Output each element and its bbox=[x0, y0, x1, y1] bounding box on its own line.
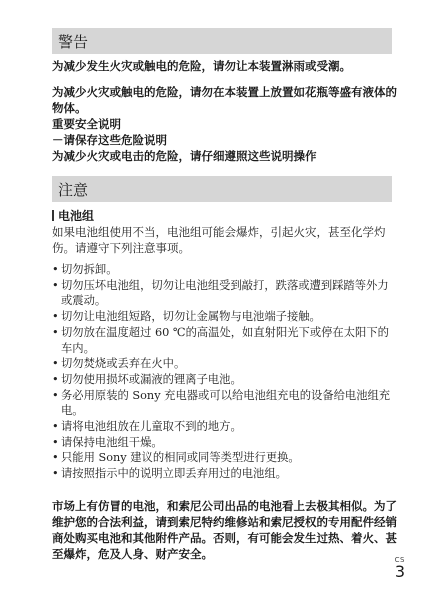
safety-keep-line: －请保存这些危险说明 bbox=[52, 133, 167, 147]
subheading-marker bbox=[52, 210, 54, 221]
list-item: • 切勿让电池组短路，切勿让金属物与电池端子接触。 bbox=[52, 309, 397, 325]
warning-title: 警告 bbox=[58, 33, 89, 51]
list-item: • 切勿拆卸。 bbox=[52, 262, 397, 278]
language-code: CS bbox=[394, 556, 405, 564]
safety-follow-line: 为减少火灾或电击的危险，请仔细遵照这些说明操作 bbox=[52, 149, 317, 163]
list-item: • 请将电池组放在儿童取不到的地方。 bbox=[52, 419, 397, 435]
list-item: • 切勿压坏电池组，切勿让电池组受到敲打，跌落或遭到踩踏等外力或震动。 bbox=[52, 278, 397, 309]
counterfeit-battery-notice: 市场上有仿冒的电池，和索尼公司出品的电池看上去极其相似。为了维护您的合法利益，请到索尼特约维修站和索尼授权的专用配件经销商处购买电池和其他附件产品。否则，有可能会发生过热、着火、甚至爆炸，危及人身、财产安全。 bbox=[52, 499, 397, 561]
safety-heading: 重要安全说明 bbox=[52, 117, 121, 131]
caution-section-header bbox=[52, 176, 392, 202]
list-item: • 切勿焚烧或丢弃在火中。 bbox=[52, 356, 397, 372]
list-item: • 切勿放在温度超过 60 ℃的高温处，如直射阳光下或停在太阳下的车内。 bbox=[52, 325, 397, 356]
warning-paragraph-moisture: 为减少发生火灾或触电的危险，请勿让本装置淋雨或受潮。 bbox=[52, 59, 351, 73]
list-item: • 只能用 Sony 建议的相同或同等类型进行更换。 bbox=[52, 450, 397, 466]
list-item: • 请按照指示中的说明立即丢弃用过的电池组。 bbox=[52, 466, 397, 482]
list-item: • 请保持电池组干燥。 bbox=[52, 435, 397, 451]
page-number: 3 bbox=[394, 562, 405, 581]
battery-heading-text: 电池组 bbox=[58, 209, 95, 223]
warning-paragraph-liquids: 为减少火灾或触电的危险，请勿在本装置上放置如花瓶等盛有液体的物体。 bbox=[52, 85, 397, 115]
battery-precautions-list bbox=[52, 262, 397, 482]
warning-section-header bbox=[52, 28, 392, 54]
page-footer bbox=[395, 556, 405, 580]
list-item: • 务必用原装的 Sony 充电器或可以给电池组充电的设备给电池组充电。 bbox=[52, 388, 397, 419]
important-safety-instructions bbox=[52, 116, 397, 164]
list-item: • 切勿使用损坏或漏液的锂离子电池。 bbox=[52, 372, 397, 388]
battery-intro-paragraph: 如果电池组使用不当，电池组可能会爆炸，引起火灾，甚至化学灼伤。请遵守下列注意事项。 bbox=[52, 225, 386, 255]
battery-subheading bbox=[52, 208, 94, 224]
caution-title: 注意 bbox=[58, 181, 89, 199]
